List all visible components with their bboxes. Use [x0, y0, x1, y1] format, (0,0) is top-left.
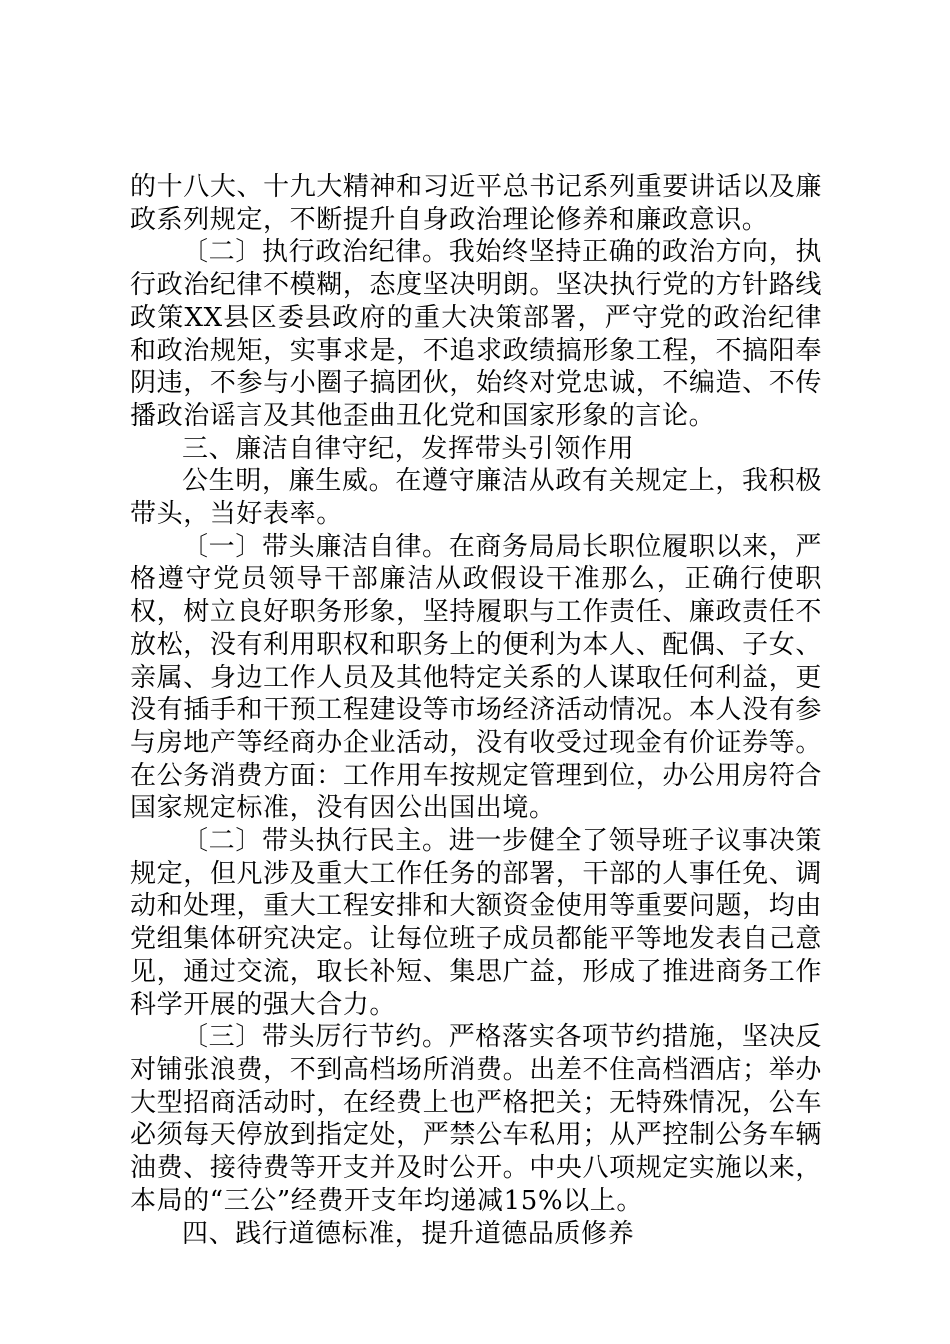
- paragraph-continued-study: 的十八大、十九大精神和习近平总书记系列重要讲话以及廉政系列规定，不断提升自身政治理论修养和廉政意识。: [130, 172, 822, 235]
- section-heading-morality: 四、践行道德标准，提升道德品质修养: [182, 1218, 635, 1249]
- section-heading-integrity: 三、廉洁自律守纪，发挥带头引领作用: [182, 433, 635, 464]
- paragraph-integrity-intro: 公生明，廉生威。在遵守廉洁从政有关规定上，我积极带头，当好表率。: [130, 466, 822, 530]
- paragraph-democracy: 〔二〕带头执行民主。进一步健全了领导班子议事决策规定，但凡涉及重大工作任务的部署，干部的人事任免、调动和处理，重大工程安排和大额资金使用等重要问题，均由党组集体研究决定。让每位班子成员都能平等地发表自己意见，通过交流，取长补短、集思广益，形成了推进商务工作科学开展的强大合力。: [130, 826, 822, 1020]
- paragraph-political-discipline: 〔二〕执行政治纪律。我始终坚持正确的政治方向，执行政治纪律不模糊，态度坚决明朗。坚决执行党的方针路线政策XX县区委县政府的重大决策部署，严守党的政治纪律和政治规矩，实事求是，不追求政绩搞形象工程，不搞阳奉阴违，不参与小圈子搞团伙，始终对党忠诚，不编造、不传播政治谣言及其他歪曲丑化党和国家形象的言论。: [130, 237, 822, 431]
- paragraph-self-discipline: 〔一〕带头廉洁自律。在商务局局长职位履职以来，严格遵守党员领导干部廉洁从政假设干准那么，正确行使职权，树立良好职务形象，坚持履职与工作责任、廉政责任不放松，没有利用职权和职务上的便利为本人、配偶、子女、亲属、身边工作人员及其他特定关系的人谋取任何利益，更没有插手和干预工程建设等市场经济活动情况。本人没有参与房地产等经商办企业活动，没有收受过现金有价证券等。在公务消费方面：工作用车按规定管理到位，办公用房符合国家规定标准，没有因公出国出境。: [130, 531, 822, 824]
- paragraph-frugality: 〔三〕带头厉行节约。严格落实各项节约措施，坚决反对铺张浪费，不到高档场所消费。出差不住高档酒店；举办大型招商活动时，在经费上也严格把关；无特殊情况，公车必须每天停放到指定处，严禁公车私用；从严控制公务车辆油费、接待费等开支并及时公开。中央八项规定实施以来，本局的“三公”经费开支年均递减15%以上。: [130, 1022, 822, 1216]
- document-body: [130, 171, 822, 1250]
